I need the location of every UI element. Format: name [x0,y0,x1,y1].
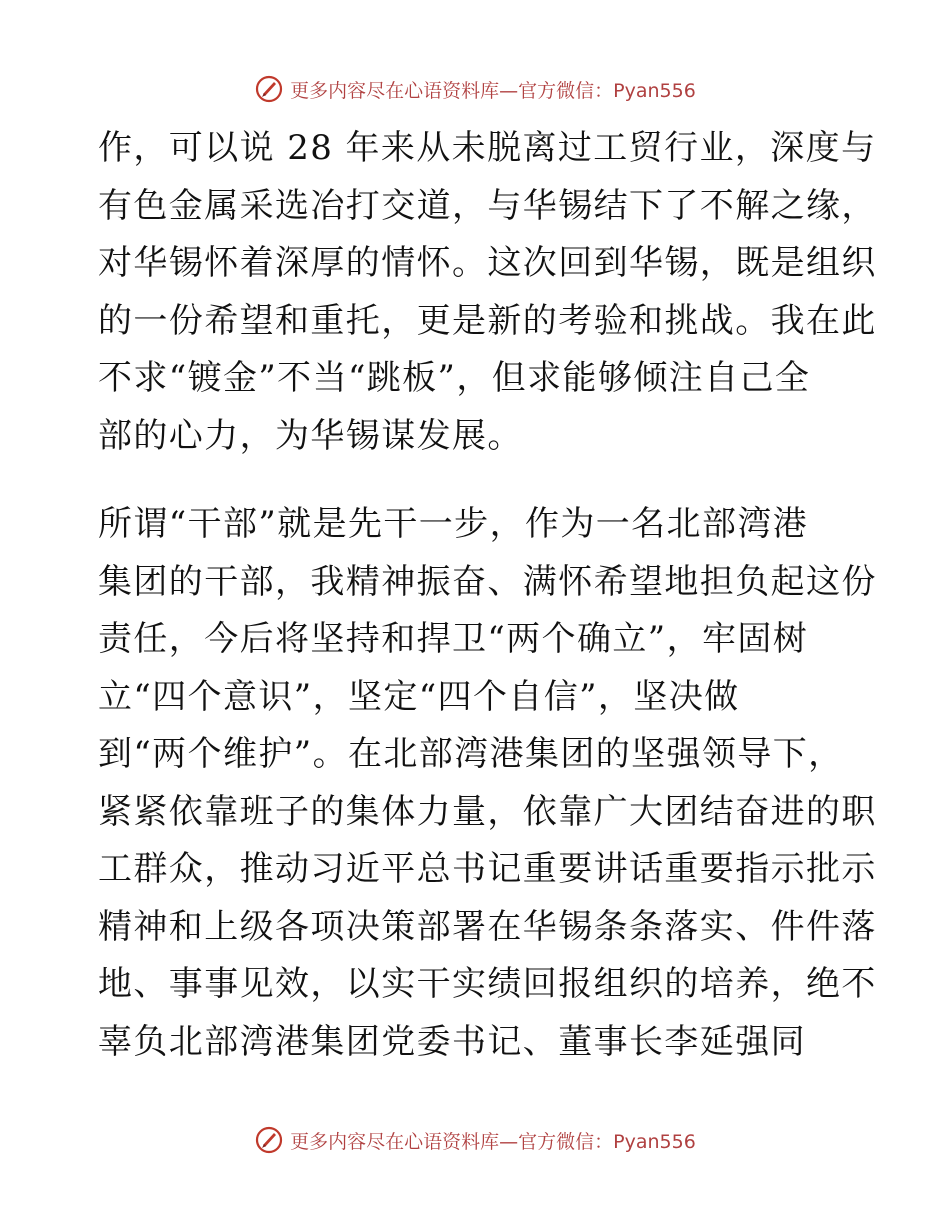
text-line: 有色金属采选冶打交道，与华锡结下了不解之缘， [98,185,877,226]
text-line: 所谓“干部”就是先干一步，作为一名北部湾港 [98,504,809,544]
text-line: 集团的干部，我精神振奋、满怀希望地担负起这份 [98,561,877,602]
text-line: 精神和上级各项决策部署在华锡条条落实、件件落 [98,906,877,947]
watermark-text: 更多内容尽在心语资料库—官方微信：Pyan556 [290,79,696,102]
header-watermark [0,74,950,104]
text-line: 责任，今后将坚持和捍卫“两个确立”，牢固树 [98,619,809,659]
text-line: 作，可以说 28 年来从未脱离过工贸行业，深度与 [98,128,877,168]
paragraph-2 [98,496,877,1071]
text-line: 辜负北部湾港集团党委书记、董事长李延强同 [98,1021,806,1062]
footer-watermark [0,1125,950,1155]
text-line: 地、事事见效，以实干实绩回报组织的培养，绝不 [98,964,877,1004]
document-body [98,120,877,1071]
text-line: 部的心力，为华锡谋发展。 [98,415,523,456]
text-line: 立“四个意识”，坚定“四个自信”，坚决做 [98,676,740,717]
text-line: 工群众，推动习近平总书记重要讲话重要指示批示 [98,849,877,889]
quill-seal-icon [254,74,284,104]
text-line: 的一份希望和重托，更是新的考验和挑战。我在此 [98,300,877,341]
text-line: 不求“镀金”不当“跳板”，但求能够倾注自己全 [98,358,811,398]
quill-seal-icon [254,1125,284,1155]
text-line: 紧紧依靠班子的集体力量，依靠广大团结奋进的职 [98,791,877,832]
watermark-text: 更多内容尽在心语资料库—官方微信：Pyan556 [290,1130,696,1153]
text-line: 到“两个维护”。在北部湾港集团的坚强领导下， [98,734,844,774]
text-line: 对华锡怀着深厚的情怀。这次回到华锡，既是组织 [98,243,877,283]
paragraph-1 [98,120,877,465]
